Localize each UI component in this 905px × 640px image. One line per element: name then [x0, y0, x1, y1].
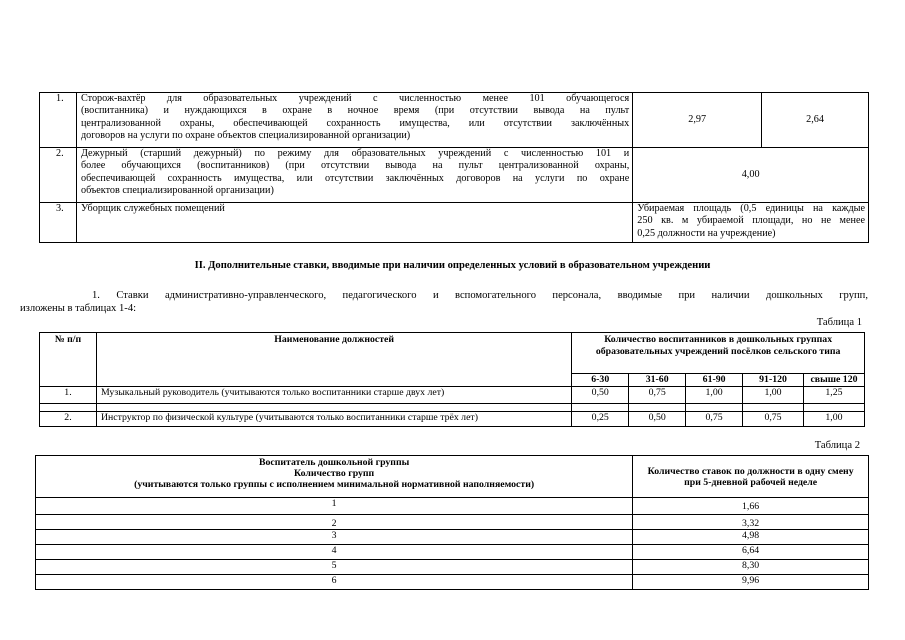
table-row [40, 411, 865, 426]
groups-count: 6 [36, 575, 633, 590]
rate-value: 4,98 [633, 530, 869, 545]
table-row [40, 93, 869, 148]
col-header-range: 61-90 [686, 374, 743, 387]
table-row [36, 545, 869, 560]
table-row [36, 560, 869, 575]
position-description: Уборщик служебных помещений [76, 203, 632, 243]
rate-value: 0,50 [629, 411, 686, 426]
row-number: 3. [40, 203, 77, 243]
paragraph-line: 1. Ставки административно-управленческого, педагогического и вспомогательного персонала, вводимые при наличии дошкольных групп, [92, 290, 868, 301]
header-line: Воспитатель дошкольной группы [258, 457, 410, 468]
rate-value: 1,00 [686, 386, 743, 403]
position-description [76, 148, 632, 203]
col-header-pupil-count: Количество воспитанников в дошкольных группах образовательных учреждений посёлков сельского типа [572, 333, 865, 374]
condition-line: Убираемая площадь (0,5 единицы на каждые [637, 203, 865, 214]
condition-line: 250 кв. м убираемой площади, но не менее [637, 215, 865, 227]
col-header-position: Наименование должностей [96, 333, 571, 387]
description-line: обеспечивающей сохранность имущества, или отсутствии заключённых договоров на услуги по охране [80, 172, 630, 184]
row-number: 1. [40, 386, 97, 403]
table-row [36, 515, 869, 530]
description-line: более обучающихся (воспитанников) (при отсутствии вывода на пульт централизованной охраны, [80, 160, 630, 172]
rate-value: 0,25 [572, 411, 629, 426]
description-line: Сторож-вахтёр для образовательных учреждений с численностью менее 101 обучающегося [80, 93, 630, 104]
section-heading: II. Дополнительные ставки, вводимые при наличии определенных условий в образовательном учреждении [194, 260, 711, 271]
groups-count: 3 [36, 530, 633, 545]
rate-value: 1,00 [803, 411, 864, 426]
col-header-range: 91-120 [743, 374, 804, 387]
rate-value: 1,25 [803, 386, 864, 403]
rate-value: 8,30 [633, 560, 869, 575]
table-row [40, 148, 869, 203]
rate-value: 0,75 [686, 411, 743, 426]
description-line: договоров на услуги по охране объектов специализированной организации) [80, 129, 411, 141]
table1-caption: Таблица 1 [816, 317, 862, 328]
music-pe-rates-table [39, 332, 865, 427]
table-row [40, 403, 865, 411]
groups-count: 2 [36, 515, 633, 530]
rate-value: 1,66 [633, 498, 869, 515]
table-row [40, 203, 869, 243]
header-line: Количество групп [294, 468, 375, 479]
rate-value: 0,75 [743, 411, 804, 426]
condition-line: 0,25 должности на учреждение) [637, 227, 776, 239]
table-row [36, 575, 869, 590]
paragraph-line: изложены в таблицах 1-4: [20, 303, 137, 314]
col-header-range: 31-60 [629, 374, 686, 387]
col-header-range: 6-30 [572, 374, 629, 387]
rate-value: 4,00 [633, 148, 869, 203]
groups-count: 5 [36, 560, 633, 575]
groups-count: 1 [36, 498, 633, 515]
position-name: Музыкальный руководитель (учитываются только воспитанники старше двух лет) [96, 386, 571, 403]
staff-rates-table-top [39, 92, 869, 243]
rate-value: 0,50 [572, 386, 629, 403]
position-description [76, 93, 632, 148]
rate-condition [633, 203, 869, 243]
col-header-range: свыше 120 [803, 374, 864, 387]
rate-value: 0,75 [629, 386, 686, 403]
description-line: централизованной охраны, обеспечивающей сохранность имущества, или отсутствии заключённых [80, 117, 630, 129]
col-header-groups [36, 456, 633, 498]
rate-value: 6,64 [633, 545, 869, 560]
rate-value: 9,96 [633, 575, 869, 590]
description-line: (воспитанника) и нуждающихся в охране в ночное время (при отсутствии вывода на пульт [80, 105, 630, 117]
description-line: Дежурный (старший дежурный) по режиму для образовательных учреждений с численностью 101 и [80, 148, 630, 159]
position-name: Инструктор по физической культуре (учитываются только воспитанники старше трёх лет) [96, 411, 571, 426]
col-header-number: № п/п [40, 333, 97, 387]
rate-value: 1,00 [743, 386, 804, 403]
header-line: (учитываются только группы с исполнением минимальной нормативной наполняемости) [134, 479, 535, 490]
rate-value: 2,97 [633, 93, 762, 148]
table-row [40, 386, 865, 403]
table-row [36, 530, 869, 545]
teacher-rates-table [35, 455, 869, 590]
groups-count: 4 [36, 545, 633, 560]
col-header-rate: Количество ставок по должности в одну смену при 5-дневной рабочей неделе [633, 456, 869, 498]
table-row [36, 498, 869, 515]
table2-caption: Таблица 2 [814, 440, 860, 451]
description-line: объектов специализированной организации) [80, 184, 274, 196]
row-number: 2. [40, 148, 77, 203]
row-number: 1. [40, 93, 77, 148]
row-number: 2. [40, 411, 97, 426]
rate-value: 3,32 [633, 515, 869, 530]
table-header-row [40, 333, 865, 374]
table-header-row [36, 456, 869, 498]
intro-paragraph [20, 289, 868, 315]
rate-value: 2,64 [762, 93, 869, 148]
